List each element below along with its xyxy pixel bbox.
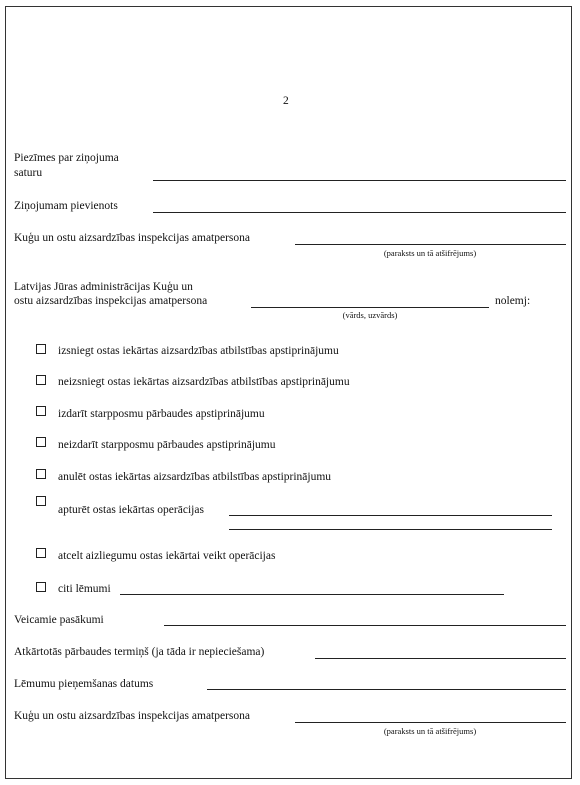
admin-label-line-2: ostu aizsardzības inspekcijas amatpersona xyxy=(14,295,208,307)
decision-date-label: Lēmumu pieņemšanas datums xyxy=(14,678,154,690)
notes-field[interactable] xyxy=(153,180,566,181)
name-caption: (vārds, uzvārds) xyxy=(342,310,398,320)
option-checkbox-no-interim[interactable] xyxy=(36,437,46,447)
option-label-other: citi lēmumi xyxy=(58,583,111,595)
admin-label-line-1: Latvijas Jūras administrācijas Kuģu un xyxy=(14,281,193,293)
notes-label-line-2: saturu xyxy=(14,167,43,179)
option-label-interim: izdarīt starpposmu pārbaudes apstiprinājumu xyxy=(58,408,265,420)
suspend-field-1[interactable] xyxy=(229,515,552,516)
official-label: Kuģu un ostu aizsardzības inspekcijas amatpersona xyxy=(14,232,251,244)
other-decisions-field[interactable] xyxy=(120,594,504,595)
option-checkbox-suspend[interactable] xyxy=(36,496,46,506)
decides-label: nolemj: xyxy=(495,295,531,307)
option-label-annul: anulēt ostas iekārtas aizsardzības atbilstības apstiprinājumu xyxy=(58,471,332,483)
option-label-revoke-ban: atcelt aizliegumu ostas iekārtai veikt operācijas xyxy=(58,550,276,562)
option-checkbox-other[interactable] xyxy=(36,582,46,592)
attached-field[interactable] xyxy=(153,212,566,213)
bottom-official-signature-field[interactable] xyxy=(295,722,566,723)
option-checkbox-revoke-ban[interactable] xyxy=(36,548,46,558)
option-checkbox-not-issue[interactable] xyxy=(36,375,46,385)
page-frame xyxy=(5,6,572,779)
suspend-field-2[interactable] xyxy=(229,529,552,530)
decision-date-field[interactable] xyxy=(207,689,566,690)
option-checkbox-interim[interactable] xyxy=(36,406,46,416)
notes-label-line-1: Piezīmes par ziņojuma xyxy=(14,152,119,164)
option-label-suspend: apturēt ostas iekārtas operācijas xyxy=(58,504,204,516)
option-label-no-interim: neizdarīt starpposmu pārbaudes apstiprinājumu xyxy=(58,439,276,451)
bottom-official-label: Kuģu un ostu aizsardzības inspekcijas amatpersona xyxy=(14,710,251,722)
admin-name-field[interactable] xyxy=(251,307,489,308)
option-label-not-issue: neizsniegt ostas iekārtas aizsardzības atbilstības apstiprinājumu xyxy=(58,376,350,388)
attached-label: Ziņojumam pievienots xyxy=(14,200,118,212)
bottom-signature-caption: (paraksts un tā atšifrējums) xyxy=(383,726,477,736)
option-checkbox-annul[interactable] xyxy=(36,469,46,479)
official-signature-field[interactable] xyxy=(295,244,566,245)
page-number: 2 xyxy=(283,95,289,107)
reinspection-field[interactable] xyxy=(315,658,566,659)
option-label-issue: izsniegt ostas iekārtas aizsardzības atbilstības apstiprinājumu xyxy=(58,345,339,357)
reinspection-label: Atkārtotās pārbaudes termiņš (ja tāda ir nepieciešama) xyxy=(14,646,265,658)
signature-caption: (paraksts un tā atšifrējums) xyxy=(383,248,477,258)
measures-field[interactable] xyxy=(164,625,566,626)
option-checkbox-issue[interactable] xyxy=(36,344,46,354)
measures-label: Veicamie pasākumi xyxy=(14,614,104,626)
